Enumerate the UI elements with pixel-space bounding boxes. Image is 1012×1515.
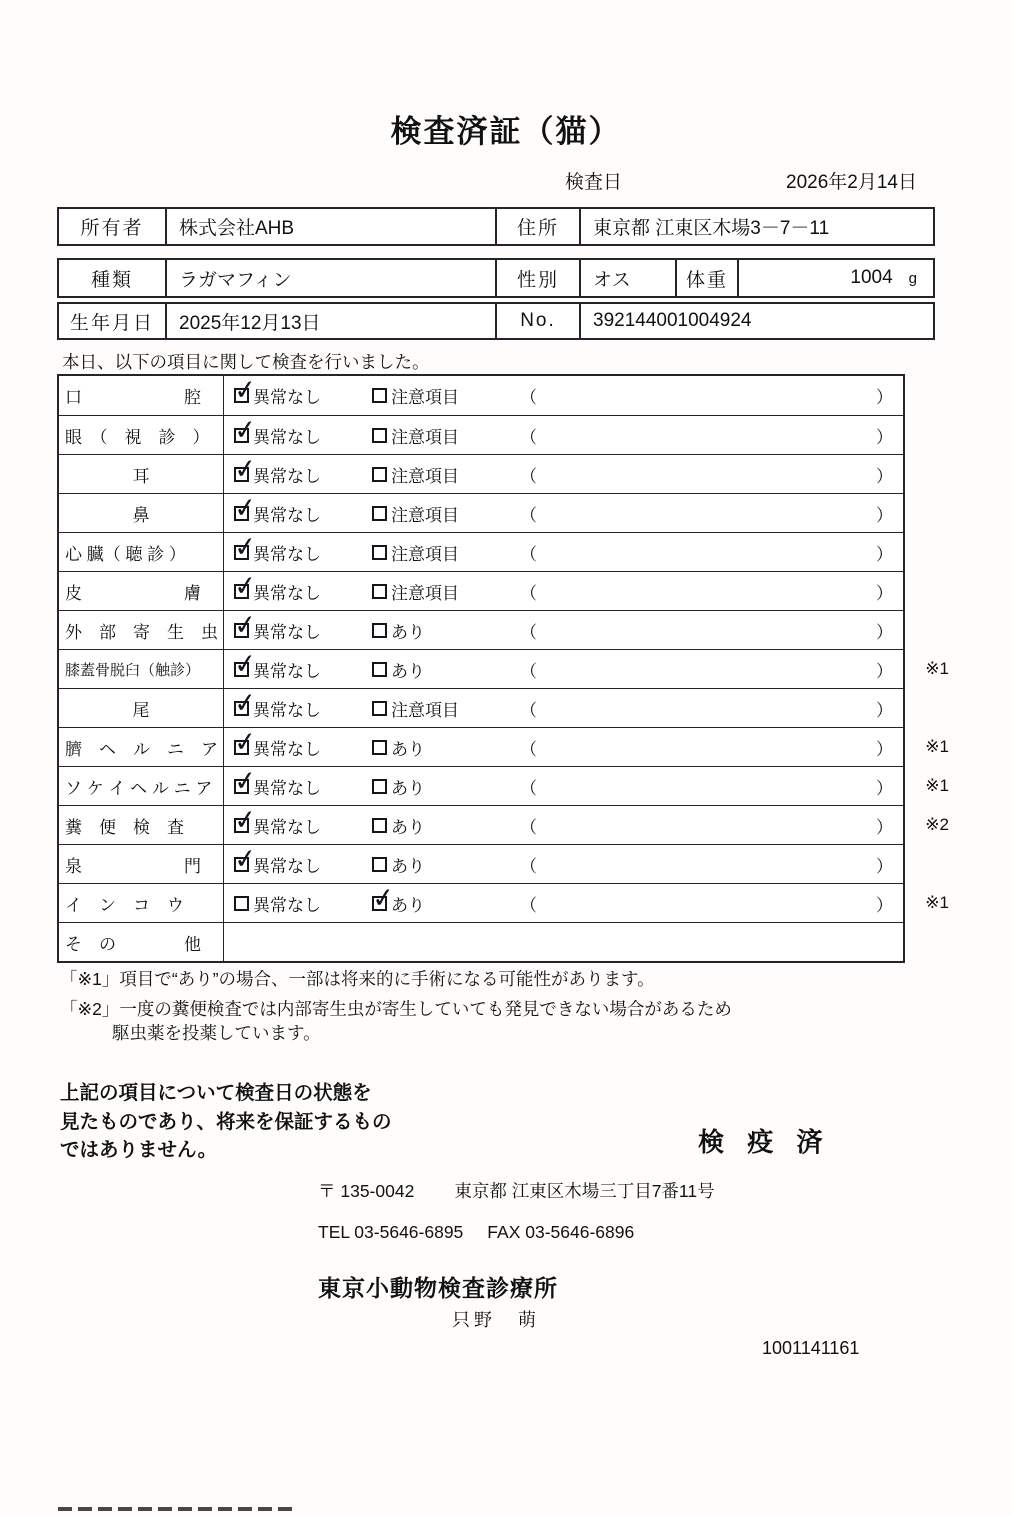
caution-checkbox xyxy=(372,428,387,443)
exam-row-mouth xyxy=(59,376,903,415)
exam-row-eyes xyxy=(59,415,903,454)
present-label: あり xyxy=(391,817,425,837)
paren-close: ） xyxy=(876,505,893,525)
clinic-contact-line xyxy=(318,1222,634,1243)
paren-close: ） xyxy=(876,466,893,486)
paren-close: ） xyxy=(876,856,893,876)
normal-checkbox xyxy=(234,506,249,521)
paren-open: （ xyxy=(520,466,537,486)
caution-checkbox xyxy=(372,584,387,599)
present-checkbox xyxy=(372,662,387,677)
normal-label: 異常なし xyxy=(253,895,321,915)
normal-label: 異常なし xyxy=(253,739,321,759)
owner-value: 株式会社AHB xyxy=(165,209,495,244)
row-note: ※2 xyxy=(925,815,949,834)
normal-checkbox xyxy=(234,623,249,638)
row-note: ※1 xyxy=(925,737,949,756)
exam-item-name: 泉 門 xyxy=(59,845,224,883)
disclaimer-line: 上記の項目について検査日の状態を xyxy=(60,1082,372,1104)
exam-row-inguinal-hernia xyxy=(59,766,949,805)
caution-checkbox xyxy=(372,701,387,716)
breed-label: 種類 xyxy=(90,269,133,291)
quarantine-stamp: 検 疫 済 xyxy=(698,1127,831,1157)
staff-name: 只野 萌 xyxy=(452,1310,540,1330)
normal-checkbox xyxy=(234,701,249,716)
exam-row-ectoparasites xyxy=(59,610,903,649)
normal-label: 異常なし xyxy=(253,388,321,407)
caution-label: 注意項目 xyxy=(391,466,459,486)
caution-label: 注意項目 xyxy=(391,427,459,447)
clinic-fax: FAX 03-5646-6896 xyxy=(487,1222,635,1242)
exam-item-name: 心 臓（ 聴 診 ） xyxy=(59,533,224,571)
paren-open: （ xyxy=(520,427,537,447)
breed-value: ラガマフィン xyxy=(165,260,495,296)
certificate-no-value: 392144001004924 xyxy=(579,304,933,338)
caution-checkbox xyxy=(372,506,387,521)
page-title: 検査済証（猫） xyxy=(390,114,622,149)
normal-checkbox xyxy=(234,388,249,403)
remark-note1: 「※1」項目で“あり”の場合、一部は将来的に手術になる可能性があります。 xyxy=(60,969,655,989)
exam-item-name: 外 部 寄 生 虫 xyxy=(59,611,224,649)
owner-info-table xyxy=(57,207,935,246)
pet-info-table xyxy=(57,258,935,298)
exam-row-patella xyxy=(59,649,949,688)
clinic-address: 東京都 江東区木場三丁目7番11号 xyxy=(454,1181,715,1201)
normal-label: 異常なし xyxy=(253,661,321,681)
exam-item-name: 尾 xyxy=(59,689,224,727)
birth-label: 生年月日 xyxy=(69,312,154,334)
present-checkbox xyxy=(372,779,387,794)
disclaimer-line: ではありません。 xyxy=(60,1139,218,1162)
exam-row-tail xyxy=(59,688,903,727)
paren-close: ） xyxy=(876,427,893,447)
caution-checkbox xyxy=(372,545,387,560)
paren-open: （ xyxy=(520,661,537,681)
disclaimer-line: 見たものであり、将来を保証するもの xyxy=(60,1110,392,1133)
exam-item-name: 臍 ヘ ル ニ ア xyxy=(59,728,224,766)
normal-checkbox xyxy=(234,740,249,755)
remark-note2-line2: 駆虫薬を投薬しています。 xyxy=(112,1023,321,1043)
exam-item-name: 耳 xyxy=(59,455,224,493)
exam-item-name: 口 腔 xyxy=(59,376,224,415)
paren-close: ） xyxy=(876,544,893,564)
remark-note2-line1: 「※2」一度の糞便検査では内部寄生虫が寄生していても発見できない場合があるため xyxy=(60,999,732,1019)
paren-open: （ xyxy=(520,505,537,525)
paren-close: ） xyxy=(876,700,893,720)
present-label: あり xyxy=(391,622,425,642)
clinic-tel: TEL 03-5646-6895 xyxy=(318,1222,464,1242)
present-label: あり xyxy=(391,739,425,759)
exam-row-heart xyxy=(59,532,903,571)
certificate-no-label: No. xyxy=(495,304,579,338)
normal-label: 異常なし xyxy=(253,817,321,837)
paren-close: ） xyxy=(876,817,893,837)
paren-close: ） xyxy=(876,622,893,642)
normal-label: 異常なし xyxy=(253,700,321,720)
normal-checkbox xyxy=(234,467,249,482)
caution-label: 注意項目 xyxy=(391,583,459,603)
paren-close: ） xyxy=(876,388,893,407)
paren-open: （ xyxy=(520,778,537,798)
caution-checkbox xyxy=(372,388,387,403)
normal-label: 異常なし xyxy=(253,544,321,564)
paren-open: （ xyxy=(520,856,537,876)
paren-close: ） xyxy=(876,583,893,603)
paren-close: ） xyxy=(876,778,893,798)
normal-checkbox xyxy=(234,662,249,677)
normal-checkbox xyxy=(234,545,249,560)
exam-row-skin xyxy=(59,571,903,610)
exam-row-fontanelle xyxy=(59,844,903,883)
normal-checkbox xyxy=(234,779,249,794)
clinic-name: 東京小動物検査診療所 xyxy=(318,1275,558,1301)
birth-value: 2025年12月13日 xyxy=(165,304,495,338)
exam-item-name: イ ン コ ウ xyxy=(59,884,224,922)
normal-label: 異常なし xyxy=(253,856,321,876)
normal-label: 異常なし xyxy=(253,583,321,603)
exam-item-name: 鼻 xyxy=(59,494,224,532)
present-checkbox xyxy=(372,818,387,833)
normal-label: 異常なし xyxy=(253,427,321,447)
present-label: あり xyxy=(391,661,425,681)
present-checkbox xyxy=(372,740,387,755)
paren-open: （ xyxy=(520,895,537,915)
exam-date-label: 検査日 xyxy=(565,172,623,193)
paren-open: （ xyxy=(520,388,537,407)
disclaimer-statement xyxy=(60,1079,392,1165)
row-note: ※1 xyxy=(925,776,949,795)
paren-close: ） xyxy=(876,739,893,759)
exam-items-table xyxy=(57,374,949,963)
exam-row-inkou xyxy=(59,883,949,922)
present-label: あり xyxy=(391,856,425,876)
paren-open: （ xyxy=(520,544,537,564)
present-label: あり xyxy=(391,778,425,798)
present-checkbox xyxy=(372,857,387,872)
exam-row-other xyxy=(59,922,903,961)
exam-date-value: 2026年2月14日 xyxy=(786,172,917,193)
exam-row-umbilical-hernia xyxy=(59,727,949,766)
paren-close: ） xyxy=(876,661,893,681)
exam-item-name: 眼 （ 視 診 ） xyxy=(59,416,224,454)
sex-value: オス xyxy=(579,260,675,296)
weight-label: 体重 xyxy=(675,260,737,296)
normal-label: 異常なし xyxy=(253,505,321,525)
normal-checkbox xyxy=(234,896,249,911)
address-value: 東京都 江東区木場3－7－11 xyxy=(579,209,933,244)
normal-checkbox xyxy=(234,818,249,833)
paren-close: ） xyxy=(876,895,893,915)
weight-unit: g xyxy=(908,269,917,287)
exam-item-name: 膝蓋骨脱臼（触診） xyxy=(59,650,224,688)
address-label: 住所 xyxy=(495,209,579,244)
normal-label: 異常なし xyxy=(253,778,321,798)
normal-checkbox xyxy=(234,428,249,443)
paren-open: （ xyxy=(520,739,537,759)
weight-value: 1004 xyxy=(850,267,893,288)
exam-item-name: そ の 他 xyxy=(59,923,224,961)
exam-item-name: ソ ケ イ ヘ ル ニ ア xyxy=(59,767,224,805)
normal-checkbox xyxy=(234,857,249,872)
row-note: ※1 xyxy=(925,659,949,678)
paren-open: （ xyxy=(520,583,537,603)
owner-label: 所有者 xyxy=(80,218,144,239)
caution-checkbox xyxy=(372,467,387,482)
paren-open: （ xyxy=(520,700,537,720)
paren-open: （ xyxy=(520,622,537,642)
caution-label: 注意項目 xyxy=(391,388,459,407)
normal-label: 異常なし xyxy=(253,622,321,642)
clinic-postal-line xyxy=(318,1178,715,1203)
document-code: 1001141161 xyxy=(762,1338,860,1358)
normal-checkbox xyxy=(234,584,249,599)
intro-text: 本日、以下の項目に関して検査を行いました。 xyxy=(62,352,430,372)
weight-cell xyxy=(737,260,933,296)
scan-edge-artifact xyxy=(58,1507,298,1511)
sex-label: 性別 xyxy=(495,260,579,296)
birth-info-table xyxy=(57,302,935,340)
caution-label: 注意項目 xyxy=(391,505,459,525)
exam-row-ears xyxy=(59,454,903,493)
caution-label: 注意項目 xyxy=(391,544,459,564)
exam-row-nose xyxy=(59,493,903,532)
present-checkbox xyxy=(372,896,387,911)
exam-item-name: 皮 膚 xyxy=(59,572,224,610)
exam-item-name: 糞 便 検 査 xyxy=(59,806,224,844)
normal-label: 異常なし xyxy=(253,466,321,486)
row-note: ※1 xyxy=(925,893,949,912)
caution-label: 注意項目 xyxy=(391,700,459,720)
present-label: あり xyxy=(391,895,425,915)
postal-code: 〒 135-0042 xyxy=(318,1181,415,1201)
paren-open: （ xyxy=(520,817,537,837)
present-checkbox xyxy=(372,623,387,638)
exam-row-fecal-test xyxy=(59,805,949,844)
other-empty-cell xyxy=(224,923,903,961)
